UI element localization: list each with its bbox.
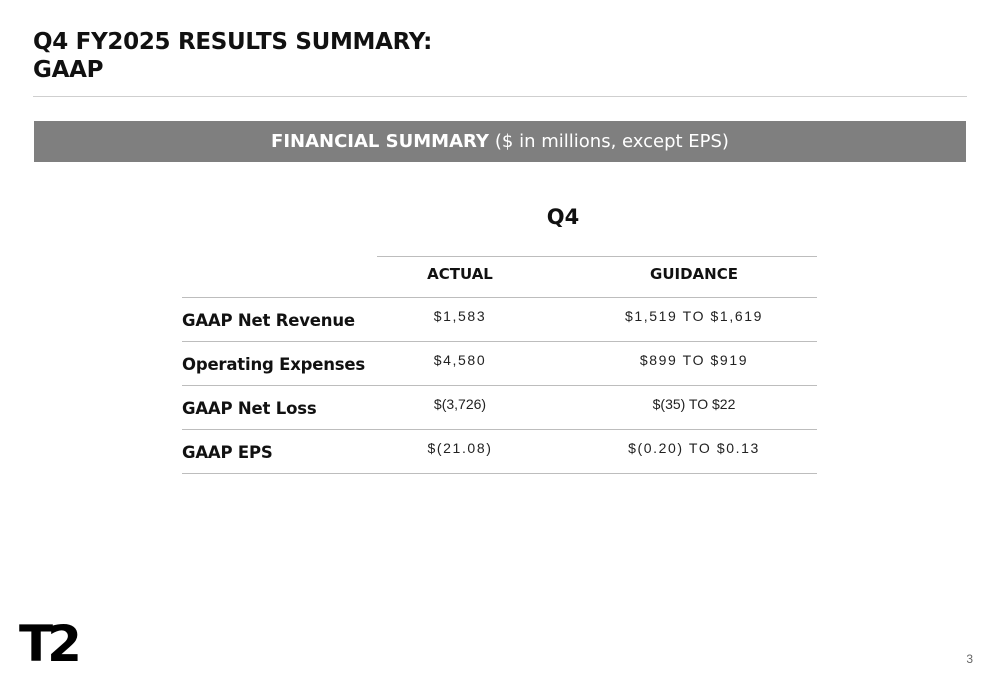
slide-title-line-1: Q4 FY2025 RESULTS SUMMARY: bbox=[33, 29, 433, 55]
guidance-value: $1,519 TO $1,619 bbox=[625, 308, 763, 324]
row-label: GAAP Net Revenue bbox=[182, 311, 355, 330]
financial-summary-banner bbox=[34, 121, 966, 162]
row-label: Operating Expenses bbox=[182, 355, 366, 374]
banner-subheading: ($ in millions, except EPS) bbox=[494, 131, 729, 152]
table-row bbox=[182, 385, 817, 429]
table-row bbox=[182, 429, 817, 474]
slide-title-line-2: GAAP bbox=[33, 57, 104, 83]
actual-value: $4,580 bbox=[433, 352, 487, 368]
guidance-value: $(35) TO $22 bbox=[652, 396, 736, 412]
column-header-divider bbox=[377, 256, 817, 257]
actual-value: $1,583 bbox=[433, 308, 487, 324]
column-header-guidance: GUIDANCE bbox=[650, 265, 738, 283]
guidance-value: $899 TO $919 bbox=[639, 352, 749, 368]
row-label: GAAP Net Loss bbox=[182, 399, 317, 418]
slide-title bbox=[33, 28, 432, 84]
table-row bbox=[182, 297, 817, 341]
row-label: GAAP EPS bbox=[182, 443, 273, 462]
t2-logo: T2 bbox=[19, 615, 76, 673]
guidance-value: $(0.20) TO $0.13 bbox=[628, 440, 760, 456]
banner-heading: FINANCIAL SUMMARY bbox=[271, 131, 489, 152]
title-divider bbox=[33, 96, 967, 97]
actual-value: $(3,726) bbox=[433, 396, 487, 412]
actual-value: $(21.08) bbox=[427, 440, 493, 456]
period-label: Q4 bbox=[546, 205, 580, 229]
column-header-actual: ACTUAL bbox=[427, 265, 493, 283]
table-row bbox=[182, 341, 817, 385]
page-number: 3 bbox=[966, 652, 973, 666]
